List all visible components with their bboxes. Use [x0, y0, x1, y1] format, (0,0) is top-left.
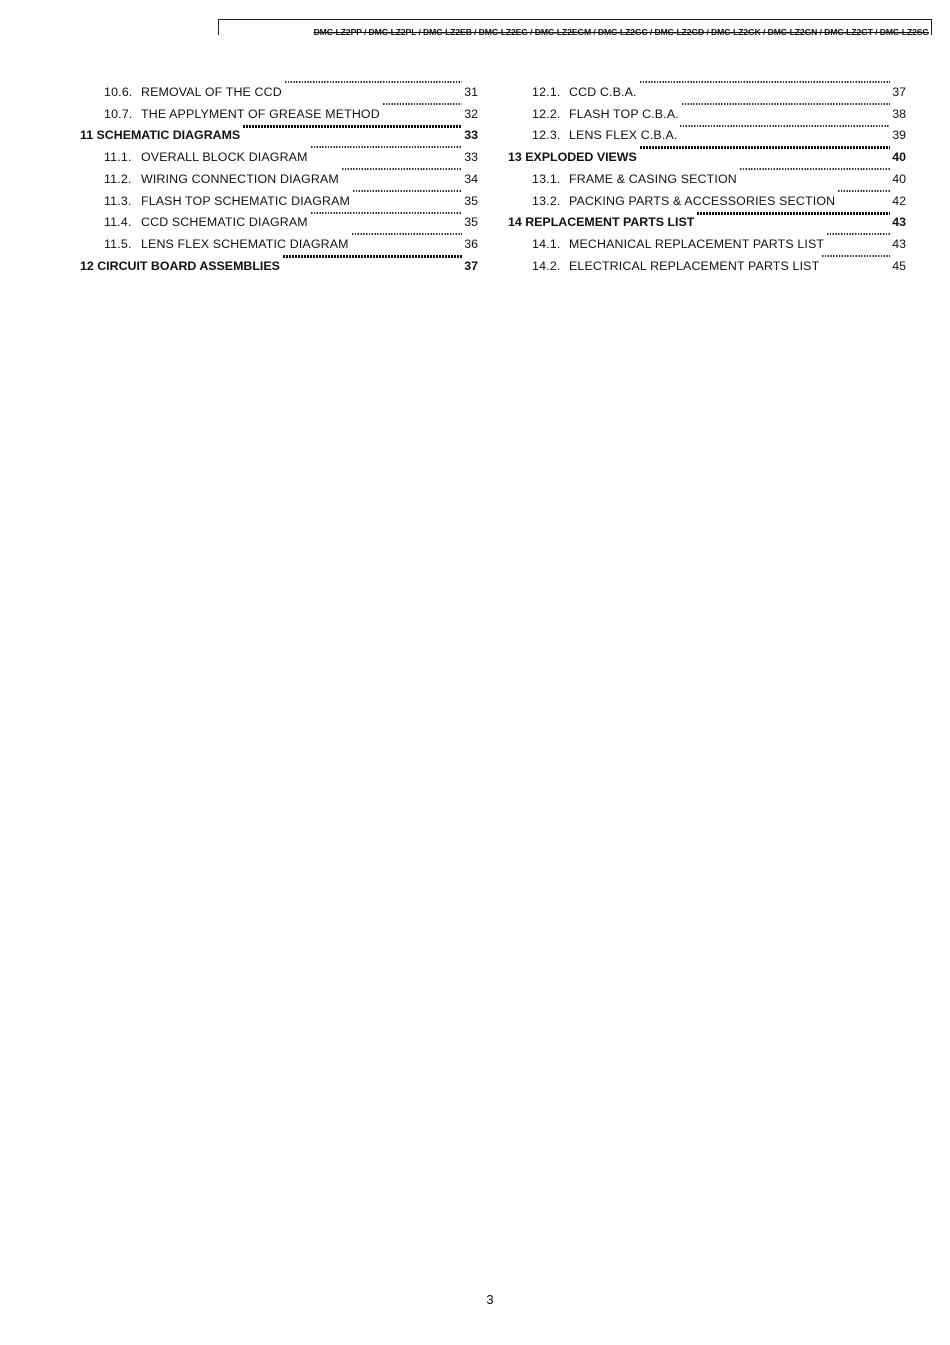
toc-entry[interactable]	[508, 77, 906, 99]
dot-leader	[697, 212, 890, 215]
toc-entry-page: 34	[464, 171, 478, 186]
toc-entry-page: 35	[464, 215, 478, 230]
dot-leader	[822, 255, 890, 257]
toc-section-title: 14 REPLACEMENT PARTS LIST	[508, 215, 695, 230]
toc-section-title: 11 SCHEMATIC DIAGRAMS	[80, 128, 241, 143]
toc-entry-number: 10.6.	[104, 84, 133, 99]
toc-entry-number: 12.3.	[532, 128, 561, 143]
dot-leader	[353, 190, 462, 192]
toc-entry-number: 11.2.	[104, 171, 132, 186]
dot-leader	[352, 233, 462, 235]
toc-entry-number: 14.2.	[532, 258, 561, 273]
toc-entry-title: OVERALL BLOCK DIAGRAM	[141, 150, 308, 164]
toc-section-heading[interactable]	[80, 121, 478, 143]
toc-entry-page: 33	[464, 128, 478, 143]
toc-entry-page: 38	[892, 106, 906, 121]
toc-entry[interactable]	[508, 251, 906, 273]
toc-section-title: 12 CIRCUIT BOARD ASSEMBLIES	[80, 258, 280, 273]
toc-entry[interactable]	[80, 208, 478, 230]
toc-entry-title: LENS FLEX SCHEMATIC DIAGRAM	[141, 237, 349, 251]
toc-entry-number: 11.5.	[104, 237, 132, 251]
dot-leader	[640, 81, 890, 83]
toc-entry-title: WIRING CONNECTION DIAGRAM	[141, 171, 339, 186]
toc-section-heading[interactable]	[508, 142, 906, 164]
toc-entry[interactable]	[80, 77, 478, 99]
toc-entry-number: 11.3.	[104, 193, 132, 208]
toc-entry-title: PACKING PARTS & ACCESSORIES SECTION	[569, 193, 836, 208]
dot-leader	[740, 168, 890, 170]
model-list: DMC-LZ2PP / DMC-LZ2PL / DMC-LZ2EB / DMC-LZ2EG / DMC-LZ2EGM / DMC-LZ2GC / DMC-LZ2GD / DMC-LZ2GK / DMC-LZ2GN / DMC-LZ2GT / DMC-LZ2SG	[313, 27, 929, 37]
toc-entry-title: CCD C.B.A.	[569, 84, 637, 99]
dot-leader	[311, 212, 462, 214]
toc-entry-page: 35	[464, 193, 478, 208]
dot-leader	[680, 125, 890, 127]
toc-entry-title: ELECTRICAL REPLACEMENT PARTS LIST	[569, 258, 820, 273]
dot-leader	[243, 125, 462, 128]
toc-section-heading[interactable]	[80, 251, 478, 273]
toc-entry-number: 10.7.	[104, 106, 133, 121]
toc-entry-page: 37	[464, 258, 478, 273]
toc-entry[interactable]	[80, 164, 478, 186]
toc-entry[interactable]	[508, 121, 906, 143]
toc-entry-page: 39	[892, 128, 906, 143]
toc-entry-title: LENS FLEX C.B.A.	[569, 128, 678, 143]
toc-entry-number: 12.1.	[532, 84, 561, 99]
toc-entry-page: 45	[892, 258, 906, 273]
toc-entry-number: 14.1.	[532, 237, 561, 251]
dot-leader	[285, 81, 462, 83]
toc-entry-number: 11.4.	[104, 215, 132, 230]
toc-entry[interactable]	[80, 186, 478, 208]
toc-entry[interactable]	[80, 142, 478, 164]
toc-entry-page: 40	[892, 150, 906, 164]
dot-leader	[283, 255, 462, 258]
dot-leader	[838, 190, 890, 192]
toc-entry-title: REMOVAL OF THE CCD	[141, 84, 282, 99]
toc-entry-title: FRAME & CASING SECTION	[569, 171, 737, 186]
toc-entry-page: 42	[892, 193, 906, 208]
toc-section-title: 13 EXPLODED VIEWS	[508, 150, 637, 164]
toc-entry-page: 32	[464, 106, 478, 121]
dot-leader	[342, 168, 462, 170]
toc-entry-page: 37	[892, 84, 906, 99]
toc-entry-page: 31	[464, 84, 478, 99]
toc-entry[interactable]	[80, 229, 478, 251]
toc-left-column	[80, 77, 478, 273]
toc-entry-title: MECHANICAL REPLACEMENT PARTS LIST	[569, 237, 825, 251]
dot-leader	[383, 103, 462, 105]
toc-entry[interactable]	[80, 99, 478, 121]
toc-entry-number: 13.2.	[532, 193, 561, 208]
toc-entry-title: FLASH TOP SCHEMATIC DIAGRAM	[141, 193, 350, 208]
toc-right-column	[508, 77, 906, 273]
toc-entry-page: 33	[464, 150, 478, 164]
dot-leader	[640, 146, 890, 149]
toc-entry[interactable]	[508, 229, 906, 251]
toc-entry-page: 40	[892, 171, 906, 186]
toc-entry-number: 11.1.	[104, 150, 132, 164]
toc-entry[interactable]	[508, 186, 906, 208]
model-header	[218, 19, 932, 35]
toc-entry-page: 43	[892, 215, 906, 230]
toc-entry-number: 13.1.	[532, 171, 561, 186]
toc-section-heading[interactable]	[508, 208, 906, 230]
toc-entry[interactable]	[508, 164, 906, 186]
toc-entry[interactable]	[508, 99, 906, 121]
toc-entry-page: 43	[892, 237, 906, 251]
dot-leader	[682, 103, 890, 105]
toc-entry-number: 12.2.	[532, 106, 561, 121]
toc-entry-page: 36	[464, 237, 478, 251]
toc-entry-title: THE APPLYMENT OF GREASE METHOD	[141, 106, 380, 121]
toc-entry-title: CCD SCHEMATIC DIAGRAM	[141, 215, 308, 230]
page-number: 3	[486, 1292, 494, 1307]
toc-entry-title: FLASH TOP C.B.A.	[569, 106, 679, 121]
dot-leader	[311, 146, 462, 148]
dot-leader	[827, 233, 890, 235]
